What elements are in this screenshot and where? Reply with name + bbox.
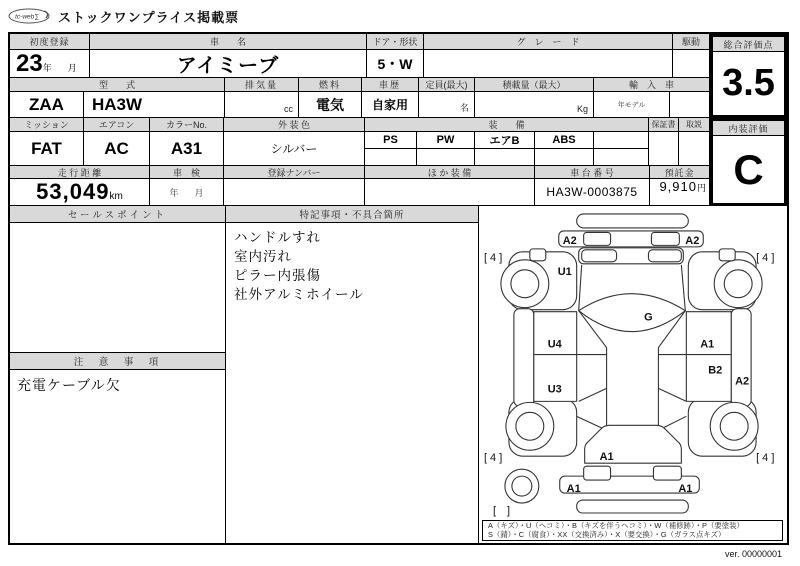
row1-values bbox=[10, 50, 710, 78]
remarks-list bbox=[226, 223, 478, 309]
equipment-ps: PS bbox=[365, 132, 417, 149]
front-left-rim bbox=[511, 270, 539, 298]
equipment-grid bbox=[365, 132, 649, 166]
drive-header: 駆動 bbox=[673, 34, 710, 50]
right-taillight bbox=[653, 466, 681, 480]
grade-value bbox=[424, 50, 673, 78]
notes-content: 充電ケーブル欠 bbox=[17, 377, 121, 393]
mileage-value bbox=[10, 179, 150, 206]
equipment-cell-empty bbox=[365, 149, 417, 166]
row3-values bbox=[10, 132, 710, 166]
load-value: Kg bbox=[475, 92, 594, 118]
car-damage-diagram bbox=[479, 206, 787, 524]
overall-score-header: 総合評価点 bbox=[713, 37, 784, 52]
month-unit: 月 bbox=[67, 63, 77, 73]
registration-number-value bbox=[224, 179, 365, 206]
cowl-vent-left bbox=[582, 250, 617, 262]
car-name-value: アイミーブ bbox=[90, 50, 367, 78]
equipment-cell-empty bbox=[417, 149, 475, 166]
damage-mark-a1-gate: A1 bbox=[599, 451, 614, 464]
transmission-value: FAT bbox=[10, 132, 84, 166]
auction-sheet-form bbox=[8, 32, 789, 545]
equipment-cell-empty bbox=[594, 149, 649, 166]
mileage-header: 走 行 距 離 bbox=[10, 166, 150, 179]
equipment-cell-empty bbox=[475, 149, 535, 166]
equipment-pw: PW bbox=[417, 132, 475, 149]
sheet-body bbox=[10, 206, 787, 543]
exterior-color-header: 外 装 色 bbox=[224, 118, 365, 132]
notes-header: 注 意 事 項 bbox=[10, 352, 225, 370]
door-shape-header: ドア・形状 bbox=[367, 34, 424, 50]
capacity-value: 名 bbox=[419, 92, 475, 118]
damage-mark-u3: U3 bbox=[547, 383, 562, 396]
version-number: ver. 00000001 bbox=[724, 549, 782, 559]
door-shape-value: 5・W bbox=[367, 50, 424, 78]
logo-text: tc-web∑ bbox=[15, 13, 39, 21]
transmission-header: ミッション bbox=[10, 118, 84, 132]
mileage-number: 53,049 bbox=[36, 179, 110, 204]
sales-points-column bbox=[10, 206, 226, 543]
interior-grade-box bbox=[710, 118, 787, 206]
row4-header bbox=[10, 166, 710, 179]
manual-header: 取説 bbox=[679, 118, 710, 132]
tire-tread-front-left: [ 4 ] bbox=[483, 251, 503, 264]
right-rocker-panel bbox=[731, 309, 751, 407]
tire-tread-front-right: [ 4 ] bbox=[756, 251, 775, 264]
remark-item: 社外アルミホイール bbox=[234, 287, 364, 302]
row4-values bbox=[10, 179, 710, 206]
inspection-year-unit: 年 bbox=[169, 187, 179, 198]
model-value: HA3W bbox=[84, 92, 225, 118]
damage-mark-a1-tail-right: A1 bbox=[678, 483, 693, 496]
row2-header bbox=[10, 78, 710, 92]
tire-tread-rear-right: [ 4 ] bbox=[756, 452, 775, 465]
damage-mark-u1: U1 bbox=[557, 265, 572, 278]
color-no-value: A31 bbox=[150, 132, 224, 166]
load-header: 積載量（最大） bbox=[475, 78, 594, 92]
grade-header: グ レ ー ド bbox=[424, 34, 673, 50]
damage-mark-g: G bbox=[644, 311, 653, 324]
deposit-header: 預託金 bbox=[650, 166, 710, 179]
equipment-row-1 bbox=[365, 132, 649, 149]
aircon-value: AC bbox=[84, 132, 150, 166]
remark-item: ピラー内張傷 bbox=[234, 268, 321, 283]
title-bar bbox=[8, 3, 239, 29]
remarks-column bbox=[226, 206, 479, 543]
windshield-glass bbox=[579, 294, 686, 332]
other-equipment-value bbox=[365, 179, 535, 206]
cowl-vent-right bbox=[648, 250, 681, 262]
color-no-header: カラーNo. bbox=[150, 118, 224, 132]
spare-tire-rim bbox=[512, 476, 532, 496]
page-title: ストックワンプライス掲載票 bbox=[58, 9, 240, 25]
row3-header bbox=[10, 118, 710, 132]
row2-values bbox=[10, 92, 710, 118]
first-registration-header: 初度登録 bbox=[10, 34, 90, 50]
row1-header bbox=[10, 34, 710, 50]
left-rocker-panel bbox=[514, 309, 534, 407]
overall-score-value: 3.5 bbox=[722, 62, 775, 104]
model-prefix-value: ZAA bbox=[10, 92, 84, 118]
equipment-cell-empty bbox=[535, 149, 594, 166]
right-door-panel bbox=[686, 312, 731, 402]
history-header: 車歴 bbox=[362, 78, 419, 92]
damage-mark-a1-tail-left: A1 bbox=[566, 483, 581, 496]
damage-mark-u4: U4 bbox=[547, 338, 562, 351]
aircon-header: エアコン bbox=[84, 118, 150, 132]
drive-value bbox=[673, 50, 710, 78]
import-header: 輸 入 車 bbox=[594, 78, 710, 92]
equipment-abs: ABS bbox=[535, 132, 594, 149]
car-name-header: 車 名 bbox=[90, 34, 367, 50]
damage-legend bbox=[482, 520, 783, 541]
model-header: 型 式 bbox=[10, 78, 225, 92]
interior-grade-value: C bbox=[733, 145, 764, 193]
damage-mark-a2-front-left: A2 bbox=[562, 234, 577, 247]
deposit-number: 9,910 bbox=[659, 179, 697, 194]
displacement-value: cc bbox=[225, 92, 299, 118]
registration-number-header: 登録ナンバー bbox=[224, 166, 365, 179]
tire-tread-rear-left: [ 4 ] bbox=[483, 452, 503, 465]
inspection-header: 車 検 bbox=[150, 166, 224, 179]
capacity-header: 定員(最大) bbox=[419, 78, 475, 92]
tire-tread-spare: [ ] bbox=[492, 505, 511, 517]
sales-points-header: セールスポイント bbox=[10, 206, 225, 223]
warranty-header: 保証書 bbox=[649, 118, 679, 132]
rear-right-rim bbox=[720, 412, 748, 440]
damage-mark-b2: B2 bbox=[708, 364, 723, 377]
equipment-empty bbox=[594, 132, 649, 149]
import-year-model-label: 年モデル bbox=[594, 92, 670, 118]
first-registration-value bbox=[10, 50, 90, 78]
remarks-header: 特記事項・不具合箇所 bbox=[226, 206, 478, 223]
sales-points-content bbox=[10, 223, 225, 352]
front-bumper bbox=[577, 214, 689, 228]
damage-mark-a2-front-right: A2 bbox=[685, 234, 700, 247]
manual-value bbox=[679, 132, 710, 166]
deposit-unit: 円 bbox=[696, 183, 706, 193]
right-mirror bbox=[719, 249, 735, 261]
interior-grade-header: 内装評価 bbox=[713, 121, 784, 136]
equipment-header: 装 備 bbox=[365, 118, 649, 132]
fuel-header: 燃料 bbox=[299, 78, 362, 92]
first-reg-year: 23 bbox=[16, 50, 43, 77]
inspection-month-unit: 月 bbox=[194, 187, 204, 198]
legend-line-2: S（錆）・C（腐食）・XX（交換済み）・X（要交換）・G（ガラス点キズ） bbox=[488, 529, 726, 539]
deposit-value bbox=[650, 179, 710, 206]
equipment-row-2 bbox=[365, 149, 649, 166]
other-equipment-header: ほ か 装 備 bbox=[365, 166, 535, 179]
overall-score-box bbox=[710, 34, 787, 118]
equipment-airbag: エアB bbox=[475, 132, 535, 149]
headlight-strip bbox=[559, 231, 704, 247]
chassis-no-value: HA3W-0003875 bbox=[535, 179, 650, 206]
year-unit: 年 bbox=[42, 63, 52, 73]
legend-line-1: A（キズ）・U（ヘコミ）・B（キズを伴うヘコミ）・W（補修跡）・P（要塗装） bbox=[488, 521, 744, 531]
right-headlight bbox=[651, 232, 679, 245]
left-mirror bbox=[530, 249, 546, 261]
body-cut-lines bbox=[577, 355, 687, 402]
damage-diagram-panel bbox=[479, 206, 787, 543]
chassis-no-header: 車 台 番 号 bbox=[535, 166, 650, 179]
remark-item: 室内汚れ bbox=[234, 249, 292, 264]
exterior-color-value: シルバー bbox=[224, 132, 365, 166]
rear-left-rim bbox=[516, 412, 544, 440]
rear-bumper bbox=[577, 500, 689, 513]
import-value bbox=[670, 92, 710, 118]
front-right-rim bbox=[724, 270, 752, 298]
remark-item: ハンドルすれ bbox=[234, 230, 321, 245]
left-taillight bbox=[584, 466, 611, 480]
history-value: 自家用 bbox=[362, 92, 419, 118]
mileage-unit: km bbox=[109, 191, 123, 202]
left-headlight bbox=[584, 232, 611, 245]
displacement-header: 排気量 bbox=[225, 78, 299, 92]
warranty-value bbox=[649, 132, 679, 166]
damage-mark-a1-door: A1 bbox=[700, 338, 715, 351]
inspection-value bbox=[150, 179, 224, 206]
fuel-value: 電気 bbox=[299, 92, 362, 118]
damage-mark-a2-rocker: A2 bbox=[735, 375, 750, 388]
tcweb-logo-icon bbox=[8, 8, 52, 24]
